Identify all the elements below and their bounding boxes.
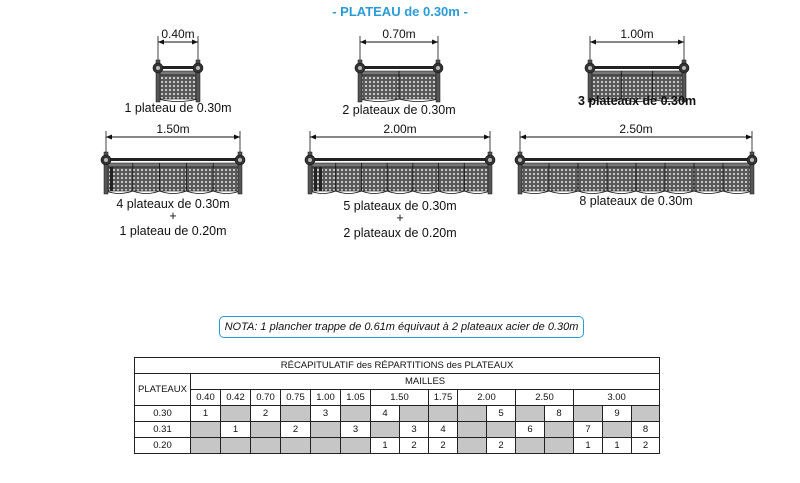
mailles-header: MAILLES <box>191 374 660 390</box>
table-cell <box>458 422 487 438</box>
table-cell <box>603 422 632 438</box>
table-cell <box>545 438 574 454</box>
table-cell <box>545 422 574 438</box>
table-cell: 2 <box>429 438 458 454</box>
table-cell <box>311 422 341 438</box>
dimension-label: 0.40m <box>161 27 195 41</box>
scaffold-deck <box>355 60 443 102</box>
table-cell <box>371 422 400 438</box>
assembly-caption: 2 plateaux de 0.20m <box>343 226 457 240</box>
table-cell: 1 <box>221 422 251 438</box>
table-cell: 4 <box>371 406 400 422</box>
assembly-caption: 5 plateaux de 0.30m <box>343 199 457 213</box>
scaffold-deck <box>101 152 245 194</box>
dimension-label: 0.70m <box>382 27 416 41</box>
table-cell <box>516 406 545 422</box>
recap-title: RÉCAPITULATIF des RÉPARTITIONS des PLATEAUX <box>135 358 660 374</box>
maille-header: 0.75 <box>281 390 311 406</box>
assembly-caption: 4 plateaux de 0.30m <box>116 197 230 211</box>
row-label: 0.30 <box>135 406 191 422</box>
scaffold-deck <box>153 60 203 102</box>
assembly-caption: + <box>169 209 177 223</box>
table-cell: 4 <box>429 422 458 438</box>
table-row <box>135 422 660 438</box>
plateau-assembly <box>342 27 455 117</box>
table-cell: 2 <box>632 438 660 454</box>
maille-header: 0.40 <box>191 390 221 406</box>
table-cell: 2 <box>251 406 281 422</box>
maille-header: 1.75 <box>429 390 458 406</box>
dimension-label: 1.50m <box>156 122 190 136</box>
table-cell <box>221 406 251 422</box>
row-label: 0.31 <box>135 422 191 438</box>
assembly-caption: 1 plateau de 0.30m <box>124 101 232 115</box>
plateau-assembly <box>578 27 696 108</box>
table-cell <box>251 438 281 454</box>
table-row <box>135 438 660 454</box>
nota-box: NOTA: 1 plancher trappe de 0.61m équivaut à 2 plateaux acier de 0.30m <box>219 316 584 338</box>
table-cell <box>311 438 341 454</box>
recap-table <box>134 357 660 454</box>
table-cell <box>281 438 311 454</box>
assembly-caption: 3 plateaux de 0.30m <box>577 94 697 108</box>
table-cell: 3 <box>400 422 429 438</box>
table-cell <box>191 438 221 454</box>
plateau-assembly <box>124 27 231 115</box>
table-cell <box>281 406 311 422</box>
table-cell: 2 <box>487 438 516 454</box>
plateau-assembly <box>305 122 495 240</box>
dimension-label: 1.00m <box>620 27 654 41</box>
table-cell <box>400 406 429 422</box>
assembly-caption: + <box>396 211 404 225</box>
maille-header: 2.50 <box>516 390 574 406</box>
table-row <box>135 406 660 422</box>
table-cell <box>221 438 251 454</box>
table-cell <box>429 406 458 422</box>
table-cell: 8 <box>545 406 574 422</box>
maille-header: 0.42 <box>221 390 251 406</box>
row-label: 0.20 <box>135 438 191 454</box>
table-cell: 8 <box>632 422 660 438</box>
table-cell: 3 <box>311 406 341 422</box>
page-title: - PLATEAU de 0.30m - <box>332 4 468 19</box>
assembly-caption: 2 plateaux de 0.30m <box>342 103 456 117</box>
dimension-label: 2.00m <box>383 122 417 136</box>
scaffold-deck <box>305 152 495 194</box>
maille-header: 1.50 <box>371 390 429 406</box>
table-cell: 9 <box>603 406 632 422</box>
table-cell: 3 <box>341 422 371 438</box>
table-cell <box>487 422 516 438</box>
table-cell <box>251 422 281 438</box>
table-cell <box>341 438 371 454</box>
table-cell: 2 <box>281 422 311 438</box>
table-cell: 2 <box>400 438 429 454</box>
assembly-caption: 8 plateaux de 0.30m <box>579 194 693 208</box>
plateau-assembly <box>101 122 245 238</box>
table-cell: 1 <box>191 406 221 422</box>
table-cell <box>458 438 487 454</box>
table-cell: 7 <box>574 422 603 438</box>
table-cell <box>632 406 660 422</box>
table-cell: 1 <box>371 438 400 454</box>
table-cell <box>341 406 371 422</box>
dimension-label: 2.50m <box>619 122 653 136</box>
maille-header: 1.05 <box>341 390 371 406</box>
table-cell: 1 <box>574 438 603 454</box>
scaffold-deck <box>515 152 757 194</box>
assembly-caption: 1 plateau de 0.20m <box>119 224 227 238</box>
mailles-row <box>135 390 660 406</box>
maille-header: 1.00 <box>311 390 341 406</box>
table-cell <box>191 422 221 438</box>
maille-header: 2.00 <box>458 390 516 406</box>
table-cell <box>458 406 487 422</box>
table-cell <box>574 406 603 422</box>
table-cell: 1 <box>603 438 632 454</box>
maille-header: 0.70 <box>251 390 281 406</box>
table-cell: 5 <box>487 406 516 422</box>
plateaux-header: PLATEAUX <box>135 374 191 406</box>
maille-header: 3.00 <box>574 390 660 406</box>
table-cell: 6 <box>516 422 545 438</box>
table-cell <box>516 438 545 454</box>
plateau-assembly <box>515 122 757 208</box>
